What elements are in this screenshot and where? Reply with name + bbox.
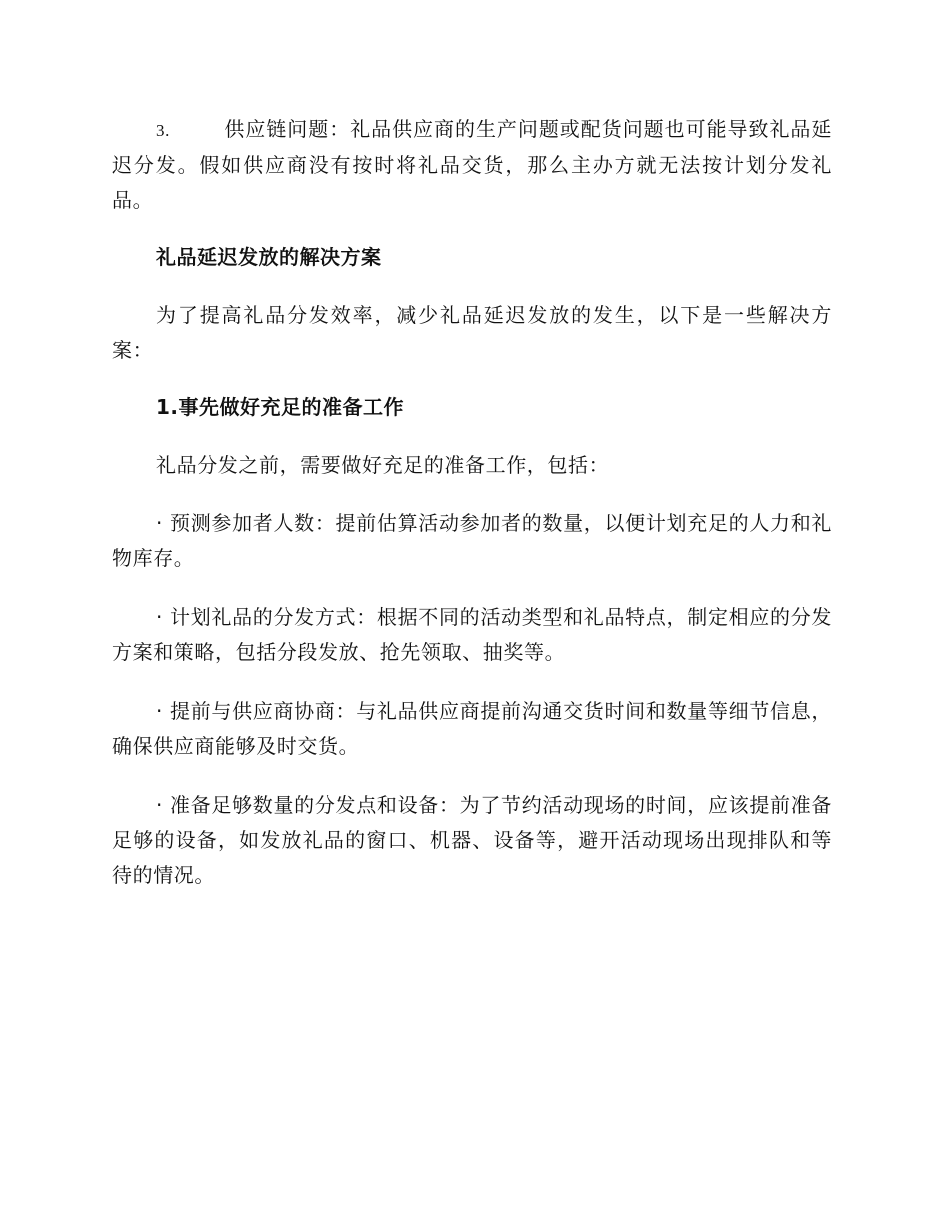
section-heading: 礼品延迟发放的解决方案 <box>156 245 382 269</box>
list-number: 3. <box>156 121 170 140</box>
subsection-heading: 1.事先做好充足的准备工作 <box>156 395 405 419</box>
paragraph-text: 供应链问题：礼品供应商的生产问题或配货问题也可能导致礼品延迟分发。假如供应商没有按时将礼品交货，那么主办方就无法按计划分发礼品。 <box>112 117 832 212</box>
bullet-item: · 计划礼品的分发方式：根据不同的活动类型和礼品特点，制定相应的分发方案和策略，包括分段发放、抢先领取、抽奖等。 <box>112 605 832 664</box>
document-body <box>112 112 832 893</box>
bullet-item: · 提前与供应商协商：与礼品供应商提前沟通交货时间和数量等细节信息，确保供应商能够及时交货。 <box>112 699 832 758</box>
paragraph-preparation: 礼品分发之前，需要做好充足的准备工作，包括： <box>156 453 610 477</box>
paragraph-supply-chain <box>112 112 832 218</box>
bullet-item: · 预测参加者人数：提前估算活动参加者的数量，以便计划充足的人力和礼物库存。 <box>112 511 832 570</box>
bullet-item: · 准备足够数量的分发点和设备：为了节约活动现场的时间，应该提前准备足够的设备，如发放礼品的窗口、机器、设备等，避开活动现场出现排队和等待的情况。 <box>112 793 832 887</box>
paragraph-intro: 为了提高礼品分发效率，减少礼品延迟发放的发生，以下是一些解决方案： <box>112 303 832 362</box>
